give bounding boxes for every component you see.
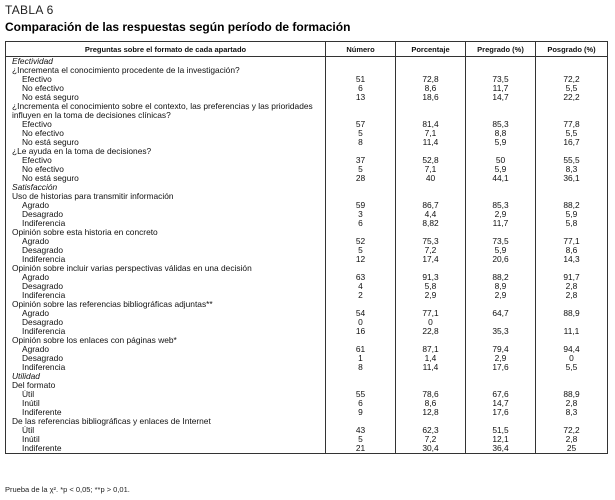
cell-percentage: 75,3	[396, 237, 466, 246]
table-row	[6, 201, 608, 210]
row-label: De las referencias bibliográficas y enlaces de Internet	[6, 417, 326, 426]
cell-undergraduate: 2,9	[466, 354, 536, 363]
cell-percentage: 62,3	[396, 426, 466, 435]
cell-percentage: 18,6	[396, 93, 466, 102]
cell-undergraduate: 85,3	[466, 120, 536, 129]
cell-postgraduate: 77,8	[536, 120, 608, 129]
cell-postgraduate: 8,3	[536, 165, 608, 174]
cell-postgraduate: 91,7	[536, 273, 608, 282]
table-row	[6, 318, 608, 327]
cell-number: 61	[326, 345, 396, 354]
cell-undergraduate: 2,9	[466, 210, 536, 219]
table-row	[6, 291, 608, 300]
table-row	[6, 165, 608, 174]
cell-number: 13	[326, 93, 396, 102]
results-table	[5, 41, 608, 454]
row-label: No efectivo	[6, 165, 326, 174]
cell-percentage: 4,4	[396, 210, 466, 219]
table-row	[6, 435, 608, 444]
table-row	[6, 273, 608, 282]
cell-percentage	[396, 183, 466, 192]
cell-number: 8	[326, 138, 396, 147]
question-row	[6, 336, 608, 345]
table-row	[6, 354, 608, 363]
cell-undergraduate: 44,1	[466, 174, 536, 183]
cell-postgraduate: 77,1	[536, 237, 608, 246]
cell-number: 9	[326, 408, 396, 417]
row-label: Desagrado	[6, 318, 326, 327]
cell-undergraduate: 14,7	[466, 93, 536, 102]
row-label: Indiferencia	[6, 363, 326, 372]
cell-postgraduate	[536, 183, 608, 192]
row-label: ¿Incrementa el conocimiento sobre el contexto, las preferencias y las prioridades influyen en la toma de decisiones clínicas?	[6, 102, 326, 120]
row-label: Efectivo	[6, 75, 326, 84]
row-label: Útil	[6, 390, 326, 399]
row-label: Desagrado	[6, 246, 326, 255]
table-body	[6, 57, 608, 454]
row-label: ¿Incrementa el conocimiento procedente de la investigación?	[6, 66, 326, 75]
cell-percentage	[396, 372, 466, 381]
cell-postgraduate: 2,8	[536, 282, 608, 291]
cell-percentage: 22,8	[396, 327, 466, 336]
cell-postgraduate: 22,2	[536, 93, 608, 102]
cell-number: 0	[326, 318, 396, 327]
cell-percentage: 8,82	[396, 219, 466, 228]
row-label: Indiferente	[6, 444, 326, 454]
cell-percentage: 5,8	[396, 282, 466, 291]
cell-postgraduate: 25	[536, 444, 608, 454]
cell-percentage: 0	[396, 318, 466, 327]
cell-undergraduate: 36,4	[466, 444, 536, 454]
cell-postgraduate	[536, 372, 608, 381]
cell-number: 5	[326, 246, 396, 255]
cell-number	[326, 57, 396, 67]
table-row	[6, 174, 608, 183]
cell-postgraduate: 88,9	[536, 309, 608, 318]
cell-undergraduate: 85,3	[466, 201, 536, 210]
cell-percentage: 78,6	[396, 390, 466, 399]
row-label: No está seguro	[6, 174, 326, 183]
cell-number: 4	[326, 282, 396, 291]
row-label: Efectivo	[6, 120, 326, 129]
question-row	[6, 417, 608, 426]
cell-percentage: 7,2	[396, 435, 466, 444]
cell-percentage: 12,8	[396, 408, 466, 417]
table-row	[6, 84, 608, 93]
cell-undergraduate: 14,7	[466, 399, 536, 408]
row-label: No está seguro	[6, 138, 326, 147]
cell-number: 21	[326, 444, 396, 454]
cell-percentage: 40	[396, 174, 466, 183]
table-row	[6, 75, 608, 84]
row-label: No efectivo	[6, 84, 326, 93]
header-undergraduate: Pregrado (%)	[466, 42, 536, 57]
cell-postgraduate: 5,9	[536, 210, 608, 219]
cell-undergraduate: 79,4	[466, 345, 536, 354]
cell-postgraduate: 8,3	[536, 408, 608, 417]
cell-number	[326, 102, 396, 120]
row-label: Efectivo	[6, 156, 326, 165]
table-row	[6, 246, 608, 255]
row-label: Indiferente	[6, 408, 326, 417]
cell-number: 6	[326, 219, 396, 228]
header-percentage: Porcentaje	[396, 42, 466, 57]
cell-undergraduate: 11,7	[466, 84, 536, 93]
cell-undergraduate: 11,7	[466, 219, 536, 228]
section-row	[6, 372, 608, 381]
cell-undergraduate: 73,5	[466, 75, 536, 84]
cell-number: 5	[326, 165, 396, 174]
header-postgraduate: Posgrado (%)	[536, 42, 608, 57]
cell-postgraduate: 0	[536, 354, 608, 363]
cell-postgraduate: 5,5	[536, 84, 608, 93]
row-label: Indiferencia	[6, 255, 326, 264]
cell-percentage: 91,3	[396, 273, 466, 282]
row-label: Indiferencia	[6, 327, 326, 336]
cell-postgraduate: 2,8	[536, 435, 608, 444]
table-row	[6, 282, 608, 291]
question-row	[6, 192, 608, 201]
table-row	[6, 156, 608, 165]
row-label: Desagrado	[6, 210, 326, 219]
cell-undergraduate	[466, 102, 536, 120]
cell-undergraduate: 2,9	[466, 291, 536, 300]
cell-number: 6	[326, 399, 396, 408]
cell-postgraduate: 94,4	[536, 345, 608, 354]
cell-postgraduate: 2,8	[536, 399, 608, 408]
table-row	[6, 426, 608, 435]
cell-undergraduate: 73,5	[466, 237, 536, 246]
cell-undergraduate	[466, 183, 536, 192]
cell-undergraduate: 5,9	[466, 138, 536, 147]
question-row	[6, 66, 608, 75]
cell-postgraduate: 88,9	[536, 390, 608, 399]
section-row	[6, 57, 608, 67]
table-row	[6, 327, 608, 336]
cell-number: 2	[326, 291, 396, 300]
cell-postgraduate: 16,7	[536, 138, 608, 147]
row-label: Desagrado	[6, 354, 326, 363]
cell-number: 5	[326, 435, 396, 444]
cell-number: 12	[326, 255, 396, 264]
cell-percentage: 7,1	[396, 129, 466, 138]
row-label: Agrado	[6, 237, 326, 246]
cell-number: 16	[326, 327, 396, 336]
table-row	[6, 309, 608, 318]
cell-number: 37	[326, 156, 396, 165]
row-label: Satisfacción	[6, 183, 326, 192]
cell-percentage: 7,1	[396, 165, 466, 174]
question-row	[6, 300, 608, 309]
cell-undergraduate: 64,7	[466, 309, 536, 318]
table-row	[6, 219, 608, 228]
cell-number: 43	[326, 426, 396, 435]
cell-number: 57	[326, 120, 396, 129]
cell-percentage: 86,7	[396, 201, 466, 210]
cell-undergraduate: 17,6	[466, 408, 536, 417]
cell-number: 8	[326, 363, 396, 372]
cell-number: 1	[326, 354, 396, 363]
question-row	[6, 102, 608, 120]
cell-postgraduate: 72,2	[536, 426, 608, 435]
cell-undergraduate: 51,5	[466, 426, 536, 435]
footnote: Prueba de la χ². *p < 0,05; **p > 0,01.	[5, 485, 130, 494]
cell-postgraduate: 5,5	[536, 129, 608, 138]
table-row	[6, 444, 608, 454]
row-label: Opinión sobre esta historia en concreto	[6, 228, 326, 237]
cell-undergraduate: 50	[466, 156, 536, 165]
table-label: TABLA 6	[5, 3, 54, 17]
table-row	[6, 363, 608, 372]
cell-percentage: 11,4	[396, 363, 466, 372]
row-label: Inútil	[6, 435, 326, 444]
header-row	[6, 42, 608, 57]
row-label: Opinión sobre las referencias bibliográficas adjuntas**	[6, 300, 326, 309]
cell-postgraduate	[536, 102, 608, 120]
cell-number: 5	[326, 129, 396, 138]
cell-undergraduate: 67,6	[466, 390, 536, 399]
cell-percentage: 81,4	[396, 120, 466, 129]
cell-undergraduate: 8,8	[466, 129, 536, 138]
cell-undergraduate: 17,6	[466, 363, 536, 372]
cell-undergraduate: 35,3	[466, 327, 536, 336]
table-row	[6, 408, 608, 417]
question-row	[6, 264, 608, 273]
row-label: Utilidad	[6, 372, 326, 381]
row-label: No está seguro	[6, 93, 326, 102]
cell-undergraduate: 88,2	[466, 273, 536, 282]
cell-postgraduate: 14,3	[536, 255, 608, 264]
cell-number	[326, 372, 396, 381]
cell-percentage: 7,2	[396, 246, 466, 255]
cell-percentage: 1,4	[396, 354, 466, 363]
cell-postgraduate: 5,5	[536, 363, 608, 372]
table-row	[6, 390, 608, 399]
cell-undergraduate: 5,9	[466, 165, 536, 174]
cell-number	[326, 183, 396, 192]
header-questions: Preguntas sobre el formato de cada apartado	[6, 42, 326, 57]
row-label: Agrado	[6, 201, 326, 210]
row-label: ¿Le ayuda en la toma de decisiones?	[6, 147, 326, 156]
cell-undergraduate: 8,9	[466, 282, 536, 291]
row-label: Desagrado	[6, 282, 326, 291]
cell-postgraduate: 11,1	[536, 327, 608, 336]
cell-percentage: 8,6	[396, 399, 466, 408]
row-label: Del formato	[6, 381, 326, 390]
cell-percentage	[396, 57, 466, 67]
row-label: Opinión sobre los enlaces con páginas web*	[6, 336, 326, 345]
cell-percentage: 11,4	[396, 138, 466, 147]
cell-undergraduate: 12,1	[466, 435, 536, 444]
table-row	[6, 120, 608, 129]
row-label: Opinión sobre incluir varias perspectivas válidas en una decisión	[6, 264, 326, 273]
row-label: No efectivo	[6, 129, 326, 138]
cell-postgraduate: 2,8	[536, 291, 608, 300]
table-row	[6, 93, 608, 102]
header-number: Número	[326, 42, 396, 57]
row-label: Útil	[6, 426, 326, 435]
row-label: Indiferencia	[6, 291, 326, 300]
cell-percentage: 2,9	[396, 291, 466, 300]
cell-number: 59	[326, 201, 396, 210]
row-label: Efectividad	[6, 57, 326, 67]
row-label: Uso de historias para transmitir información	[6, 192, 326, 201]
row-label: Agrado	[6, 345, 326, 354]
cell-undergraduate: 20,6	[466, 255, 536, 264]
cell-number: 54	[326, 309, 396, 318]
cell-undergraduate	[466, 57, 536, 67]
cell-number: 6	[326, 84, 396, 93]
cell-number: 51	[326, 75, 396, 84]
table-title: Comparación de las respuestas según período de formación	[5, 20, 351, 34]
cell-number: 55	[326, 390, 396, 399]
cell-postgraduate: 55,5	[536, 156, 608, 165]
table-row	[6, 210, 608, 219]
question-row	[6, 381, 608, 390]
table-row	[6, 138, 608, 147]
table-row	[6, 255, 608, 264]
row-label: Inútil	[6, 399, 326, 408]
cell-postgraduate: 5,8	[536, 219, 608, 228]
cell-number: 63	[326, 273, 396, 282]
row-label: Agrado	[6, 273, 326, 282]
table-row	[6, 129, 608, 138]
table-row	[6, 237, 608, 246]
table-row	[6, 399, 608, 408]
cell-postgraduate: 88,2	[536, 201, 608, 210]
cell-number: 28	[326, 174, 396, 183]
cell-percentage: 52,8	[396, 156, 466, 165]
cell-postgraduate: 36,1	[536, 174, 608, 183]
cell-percentage: 8,6	[396, 84, 466, 93]
cell-percentage: 30,4	[396, 444, 466, 454]
cell-postgraduate: 72,2	[536, 75, 608, 84]
cell-number: 3	[326, 210, 396, 219]
question-row	[6, 147, 608, 156]
cell-postgraduate: 8,6	[536, 246, 608, 255]
question-row	[6, 228, 608, 237]
row-label: Agrado	[6, 309, 326, 318]
row-label: Indiferencia	[6, 219, 326, 228]
cell-percentage: 17,4	[396, 255, 466, 264]
section-row	[6, 183, 608, 192]
cell-undergraduate: 5,9	[466, 246, 536, 255]
cell-percentage: 72,8	[396, 75, 466, 84]
cell-percentage: 87,1	[396, 345, 466, 354]
cell-percentage	[396, 102, 466, 120]
cell-undergraduate	[466, 372, 536, 381]
cell-postgraduate	[536, 57, 608, 67]
cell-percentage: 77,1	[396, 309, 466, 318]
cell-number: 52	[326, 237, 396, 246]
table-row	[6, 345, 608, 354]
